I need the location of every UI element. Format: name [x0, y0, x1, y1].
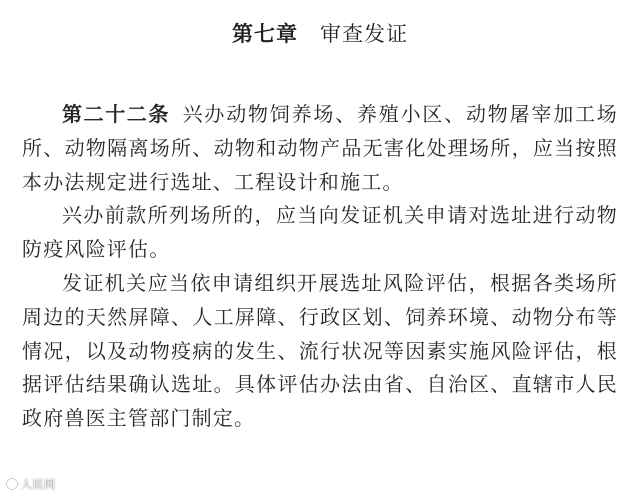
paragraph-text-3: 发证机关应当依申请组织开展选址风险评估，根据各类场所周边的天然屏障、人工屏障、行政区划、饲养环境、动物分布等情况，以及动物疫病的发生、流行状况等因素实施风险评估，根据评估结果确认选址。具体评估办法由省、自治区、直辖市人民政府兽医主管部门制定。: [22, 270, 618, 431]
article-paragraph-1: [22, 98, 618, 199]
article-body: [22, 98, 618, 436]
watermark-logo-icon: [5, 477, 19, 491]
chapter-title: 审查发证: [320, 22, 408, 46]
paragraph-text-2: 兴办前款所列场所的，应当向发证机关申请对选址进行动物防疫风险评估。: [22, 203, 618, 262]
chapter-number: 第七章: [232, 21, 298, 46]
article-paragraph-2: [22, 199, 618, 267]
watermark: [5, 476, 56, 492]
article-number: 第二十二条: [62, 102, 170, 126]
paragraph-text-1: 兴办动物饲养场、养殖小区、动物屠宰加工场所、动物隔离场所、动物和动物产品无害化处理场所，应当按照本办法规定进行选址、工程设计和施工。: [22, 102, 618, 194]
chapter-heading: [0, 18, 640, 48]
watermark-text: 人民网: [21, 478, 56, 491]
article-paragraph-3: [22, 267, 618, 436]
